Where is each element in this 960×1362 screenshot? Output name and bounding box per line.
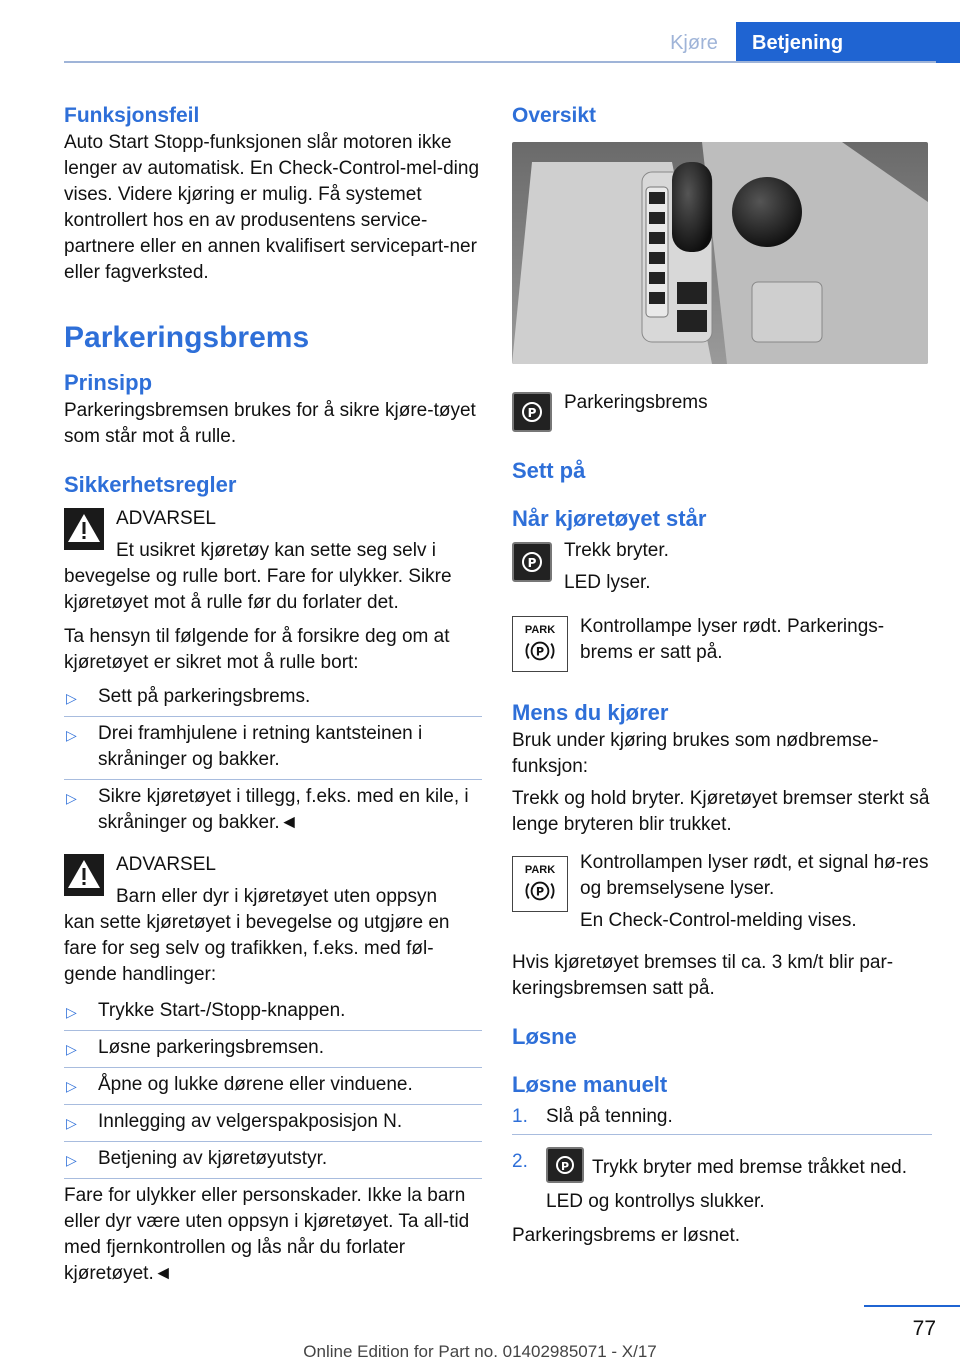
triangle-bullet-icon: ▷ [66,690,77,706]
list-item [64,717,482,780]
svg-text:P: P [560,1160,570,1173]
list-item [64,680,482,717]
list-item [64,1068,482,1105]
list-item-text: Sett på parkeringsbrems. [98,686,311,707]
list-item-text: Sikre kjøretøyet i tillegg, f.eks. med en kile, i skråninger og bakker.◄ [98,786,469,833]
triangle-bullet-icon: ▷ [66,1004,77,1020]
release-steps [512,1100,932,1219]
section-title: Parkeringsbrems [64,321,310,354]
apply-step [512,538,932,596]
footer-edition: Online Edition for Part no. 01402985071 - X/17 [303,1342,657,1361]
tab-betjening[interactable]: Betjening [736,22,960,63]
legend-label: Parkeringsbrems [564,392,708,413]
list-item-text: Åpne og lukke dørene eller vinduene. [98,1074,413,1095]
page-number: 77 [912,1317,936,1340]
warning-text-line: Barn eller dyr i kjøretøyet uten oppsyn [116,886,438,907]
right-column [512,102,932,1249]
led-lyser-text: LED lyser. [564,572,651,593]
list-item-text: Trykke Start-/Stopp-knappen. [98,1000,346,1021]
park-label: PARK [524,624,556,636]
list-item [64,1031,482,1068]
warning-block-2 [64,852,482,988]
losne-manuelt-heading: Løsne manuelt [512,1072,668,1097]
trekk-bryter-text: Trekk bryter. [564,540,669,561]
step-item [512,1135,932,1219]
warning-block-1 [64,506,482,616]
step-number: 2. [512,1151,528,1172]
warning-triangle-icon [64,854,104,896]
footer-rule [864,1305,960,1307]
legend-row [512,388,932,430]
list-item [64,780,482,842]
center-console-image [512,142,928,364]
list-item-text: Betjening av kjøretøyutstyr. [98,1148,328,1169]
losnet-text: Parkeringsbrems er løsnet. [512,1225,741,1246]
triangle-bullet-icon: ▷ [66,790,77,806]
step-text: Slå på tenning. [546,1106,673,1127]
mens-heading: Mens du kjører [512,700,669,725]
list-item-text: Drei framhjulene i retning kantsteinen i skråninger og bakker. [98,723,423,770]
sikkerhetsregler-heading: Sikkerhetsregler [64,472,237,497]
parking-brake-switch-icon [512,392,552,432]
tab-kjore[interactable]: Kjøre [670,32,718,54]
sett-pa-heading: Sett på [512,458,586,483]
parking-brake-switch-icon [512,542,552,582]
indicator-row-2 [512,850,932,934]
park-indicator-icon [512,616,568,672]
svg-text:P: P [527,406,537,420]
triangle-bullet-icon: ▷ [66,1078,77,1094]
kontrollampe-text: Kontrollampe lyser rødt. Parkerings-brems er satt på. [580,616,885,663]
prinsipp-heading: Prinsipp [64,370,153,395]
indicator-row [512,614,932,672]
losne-heading: Løsne [512,1024,577,1049]
actions-list [64,994,482,1179]
svg-text:P: P [527,556,537,570]
warning-triangle-icon [64,508,104,550]
measures-intro: Ta hensyn til følgende for å forsikre deg om at kjøretøyet er sikret mot å rulle bort: [64,626,450,673]
list-item [64,994,482,1031]
trekk-hold-text: Trekk og hold bryter. Kjøretøyet bremser sterkt så lenge bryteren blir trukket. [512,788,930,835]
nar-star-heading: Når kjøretøyet står [512,506,707,531]
prinsipp-text: Parkeringsbremsen brukes for å sikre kjøre-tøyet som står mot å rulle. [64,400,476,447]
measures-list [64,680,482,842]
header-rule [64,61,936,63]
park-indicator-icon [512,856,568,912]
warning-label: ADVARSEL [116,508,216,529]
list-item [64,1142,482,1179]
svg-text:P: P [535,885,545,899]
triangle-bullet-icon: ▷ [66,727,77,743]
warning-text-line: Et usikret kjøretøy kan sette seg selv i [116,540,436,561]
oversikt-heading: Oversikt [512,104,597,127]
list-item-text: Løsne parkeringsbremsen. [98,1037,324,1058]
triangle-bullet-icon: ▷ [66,1115,77,1131]
parking-brake-switch-icon [546,1147,584,1183]
svg-text:P: P [535,645,545,659]
step-item [512,1100,932,1135]
triangle-bullet-icon: ▷ [66,1152,77,1168]
led-slukker-text: LED og kontrollys slukker. [546,1191,765,1212]
mens-text: Bruk under kjøring brukes som nødbremse-funksjon: [512,730,879,777]
step-number: 1. [512,1106,528,1127]
check-control-text: En Check-Control-melding vises. [580,910,857,931]
funksjonsfeil-heading: Funksjonsfeil [64,104,200,127]
warning-text: kan sette kjøretøyet i bevegelse og utgjøre en fare for seg selv og trafikken, f.eks. med føl-gende handlinger: [64,912,450,985]
warning-text: bevegelse og rulle bort. Fare for ulykker. Sikre kjøretøyet mot å rulle før du forlater det. [64,566,452,613]
kontrollampen-text: Kontrollampen lyser rødt, et signal hø-res og bremselysene lyser. [580,852,929,899]
step-text: Trykk bryter med bremse tråkket ned. [592,1157,908,1178]
list-item-text: Innlegging av velgerspakposisjon N. [98,1111,403,1132]
list-item [64,1105,482,1142]
triangle-bullet-icon: ▷ [66,1041,77,1057]
funksjonsfeil-text: Auto Start Stopp-funksjonen slår motoren ikke lenger av automatisk. En Check-Control-mel-ding vises. Videre kjøring er mulig. Få systemet kontrollert hos en av produsentens service-partnere eller en annen kvalifisert servicepart-ner eller fagverksted. [64,132,480,283]
left-column [64,102,482,1287]
park-label: PARK [524,864,556,876]
closing-text: Fare for ulykker eller personskader. Ikke la barn eller dyr være uten oppsyn i kjøretøyet. Ta all-tid med fjernkontrollen og lås når du forlater kjøretøyet.◄ [64,1185,470,1284]
hvis-text: Hvis kjøretøyet bremses til ca. 3 km/t blir par-keringsbremsen satt på. [512,952,894,999]
warning-label: ADVARSEL [116,854,216,875]
